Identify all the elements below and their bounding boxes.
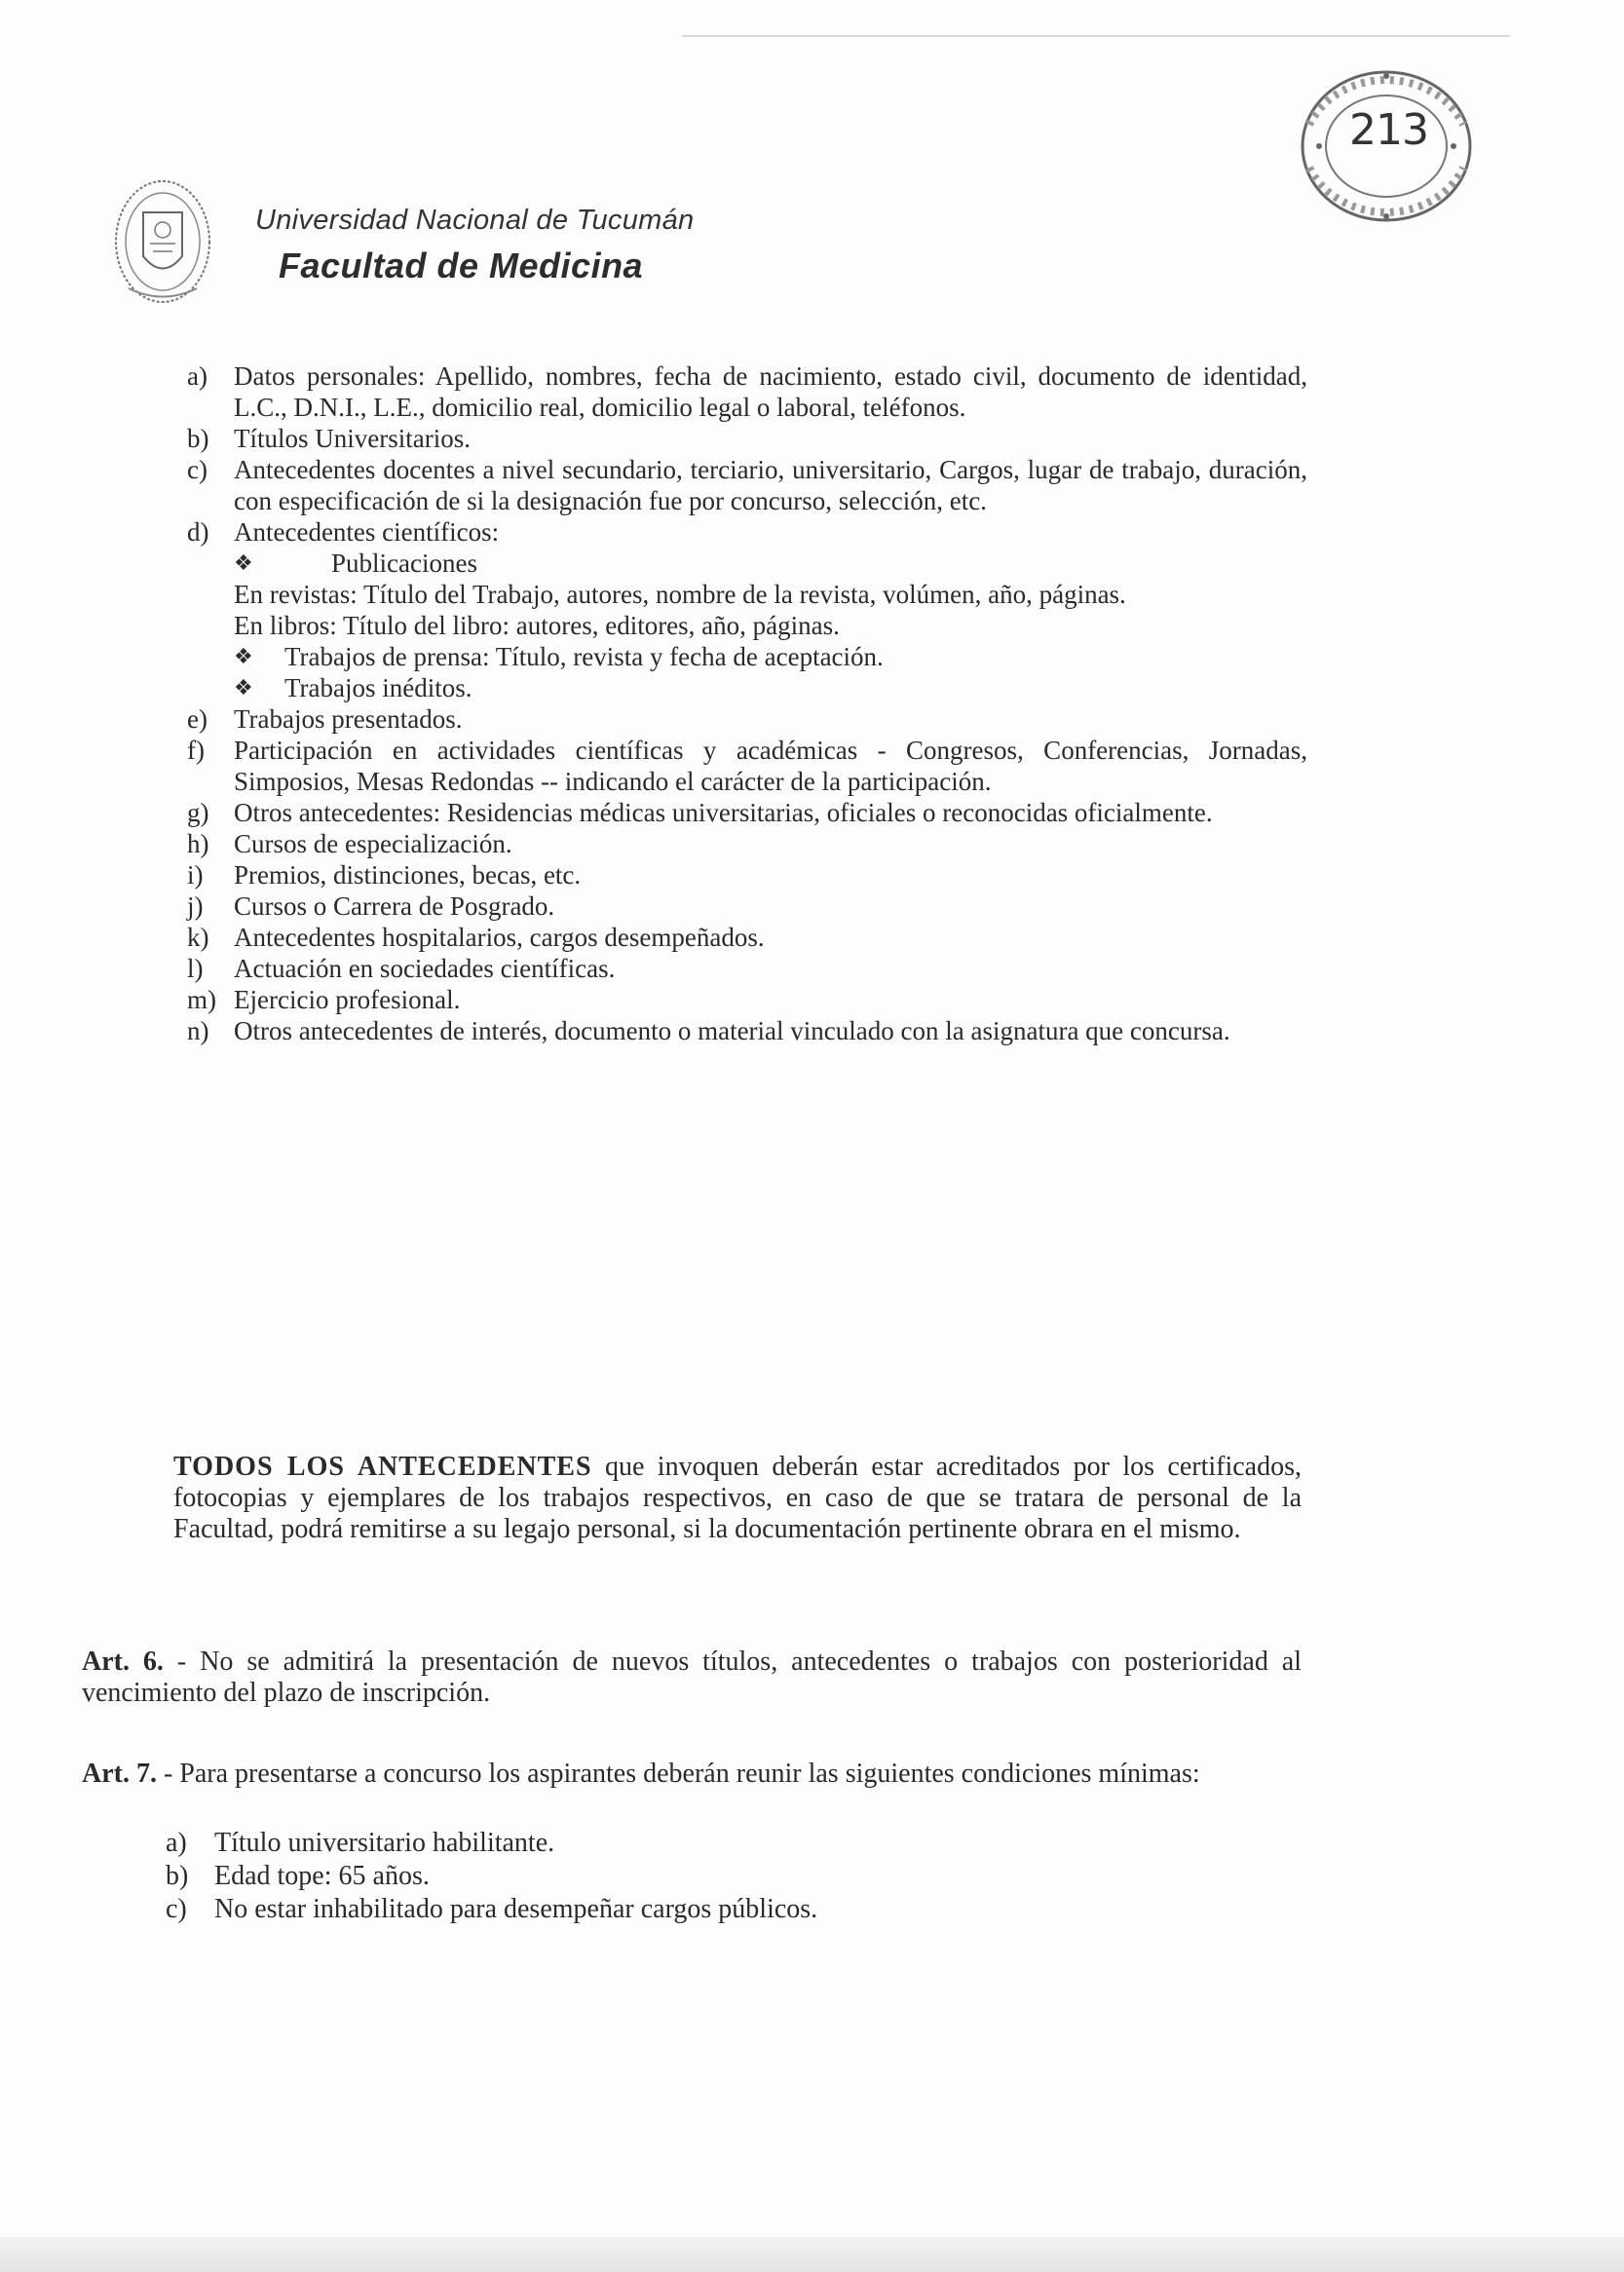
list-item	[187, 922, 1307, 953]
article-6-heading: Art. 6.	[82, 1647, 164, 1677]
article-7-text: - Para presentarse a concurso los aspirantes deberán reunir las siguientes condiciones mínimas:	[156, 1759, 1200, 1789]
antecedentes-text: que invoquen deberán estar acreditados por los certificados, fotocopias y ejemplares de los trabajos respectivos, en caso de que se tratara de personal de la Facultad, podrá remitirse a su legajo personal, si la documentación pertinente obrara en el mismo.	[173, 1452, 1303, 1544]
list-item	[166, 1860, 1042, 1893]
item-text: Título universitario habilitante.	[214, 1828, 555, 1858]
university-crest-icon	[109, 173, 216, 310]
item-label: f)	[187, 736, 205, 765]
item-text: Edad tope: 65 años.	[214, 1861, 430, 1891]
list-item	[187, 735, 1307, 797]
item-text: No estar inhabilitado para desempeñar cargos públicos.	[214, 1894, 818, 1924]
item-label: d)	[187, 517, 209, 547]
item-text: Antecedentes docentes a nivel secundario, terciario, universitario, Cargos, lugar de trabajo, duración, con especificación de si la designación fue por concurso, selección, etc.	[234, 455, 1307, 515]
item-text: Datos personales: Apellido, nombres, fecha de nacimiento, estado civil, documento de identidad, L.C., D.N.I., L.E., domicilio real, domicilio legal o laboral, teléfonos.	[234, 361, 1307, 422]
antecedentes-lead: TODOS LOS ANTECEDENTES	[173, 1452, 592, 1482]
item-label: h)	[187, 829, 209, 858]
article-7	[82, 1759, 1302, 1790]
scientific-background-subitems	[187, 548, 1307, 703]
bullet-item	[187, 641, 1307, 672]
item-label: b)	[187, 424, 209, 453]
libros-text: En libros: Título del libro: autores, editores, año, páginas.	[234, 611, 840, 640]
list-item	[187, 423, 1307, 454]
list-item	[187, 516, 1307, 548]
item-label: i)	[187, 860, 204, 890]
list-item	[187, 360, 1307, 423]
faculty-name: Facultad de Medicina	[279, 246, 644, 285]
diamond-bullet-icon: ❖	[234, 550, 253, 575]
scan-bottom-edge	[0, 2237, 1624, 2272]
item-text: Títulos Universitarios.	[234, 424, 471, 453]
list-item	[187, 797, 1307, 828]
item-label: k)	[187, 923, 209, 952]
list-item	[187, 454, 1307, 516]
list-item	[187, 828, 1307, 859]
item-label: n)	[187, 1016, 209, 1045]
revistas-text: En revistas: Título del Trabajo, autores, nombre de la revista, volúmen, año, páginas.	[234, 580, 1126, 609]
item-text: Actuación en sociedades científicas.	[234, 954, 616, 983]
item-label: m)	[187, 985, 216, 1014]
folio-number: 213	[1349, 105, 1428, 155]
item-label: c)	[187, 455, 208, 484]
minimum-conditions-list	[166, 1827, 1042, 1926]
bullet-item	[187, 672, 1307, 703]
item-label: e)	[187, 704, 208, 734]
article-6-text: - No se admitirá la presentación de nuevos títulos, antecedentes o trabajos con posterioridad al vencimiento del plazo de inscripción.	[82, 1647, 1302, 1708]
item-label: b)	[166, 1861, 189, 1891]
bullet-item	[187, 548, 1307, 579]
university-name: Universidad Nacional de Tucumán	[255, 205, 695, 236]
item-text: Cursos de especialización.	[234, 829, 512, 858]
item-label: c)	[166, 1894, 187, 1924]
item-text: Otros antecedentes: Residencias médicas universitarias, oficiales o reconocidas oficialmente.	[234, 798, 1213, 827]
ineditos-text: Trabajos inéditos.	[284, 673, 472, 702]
item-label: a)	[187, 361, 208, 391]
item-label: g)	[187, 798, 209, 827]
diamond-bullet-icon: ❖	[234, 644, 253, 668]
list-item	[187, 890, 1307, 922]
item-label: j)	[187, 891, 204, 921]
item-label: l)	[187, 954, 204, 983]
scan-top-rule	[682, 35, 1510, 37]
list-item	[187, 859, 1307, 890]
item-text: Antecedentes científicos:	[234, 517, 500, 547]
item-text: Cursos o Carrera de Posgrado.	[234, 891, 555, 921]
prensa-text: Trabajos de prensa: Título, revista y fecha de aceptación.	[284, 642, 884, 671]
list-item	[187, 703, 1307, 735]
item-text: Otros antecedentes de interés, documento o material vinculado con la asignatura que concursa.	[234, 1016, 1230, 1045]
article-7-heading: Art. 7.	[82, 1759, 157, 1789]
requirements-list	[187, 360, 1307, 1046]
item-text: Premios, distinciones, becas, etc.	[234, 860, 582, 890]
item-text: Participación en actividades científicas y académicas - Congresos, Conferencias, Jornadas, Simposios, Mesas Redondas -- indicando el carácter de la participación.	[234, 736, 1307, 796]
item-text: Ejercicio profesional.	[234, 985, 461, 1014]
diamond-bullet-icon: ❖	[234, 675, 253, 700]
list-item	[187, 1015, 1307, 1046]
list-item	[166, 1893, 1042, 1926]
list-item	[187, 984, 1307, 1015]
publicaciones-label: Publicaciones	[331, 549, 477, 578]
list-item	[166, 1827, 1042, 1860]
antecedentes-paragraph	[173, 1452, 1302, 1545]
list-item	[187, 953, 1307, 984]
item-label: a)	[166, 1828, 187, 1858]
item-text: Trabajos presentados.	[234, 704, 463, 734]
item-text: Antecedentes hospitalarios, cargos desempeñados.	[234, 923, 765, 952]
article-6	[82, 1647, 1302, 1709]
